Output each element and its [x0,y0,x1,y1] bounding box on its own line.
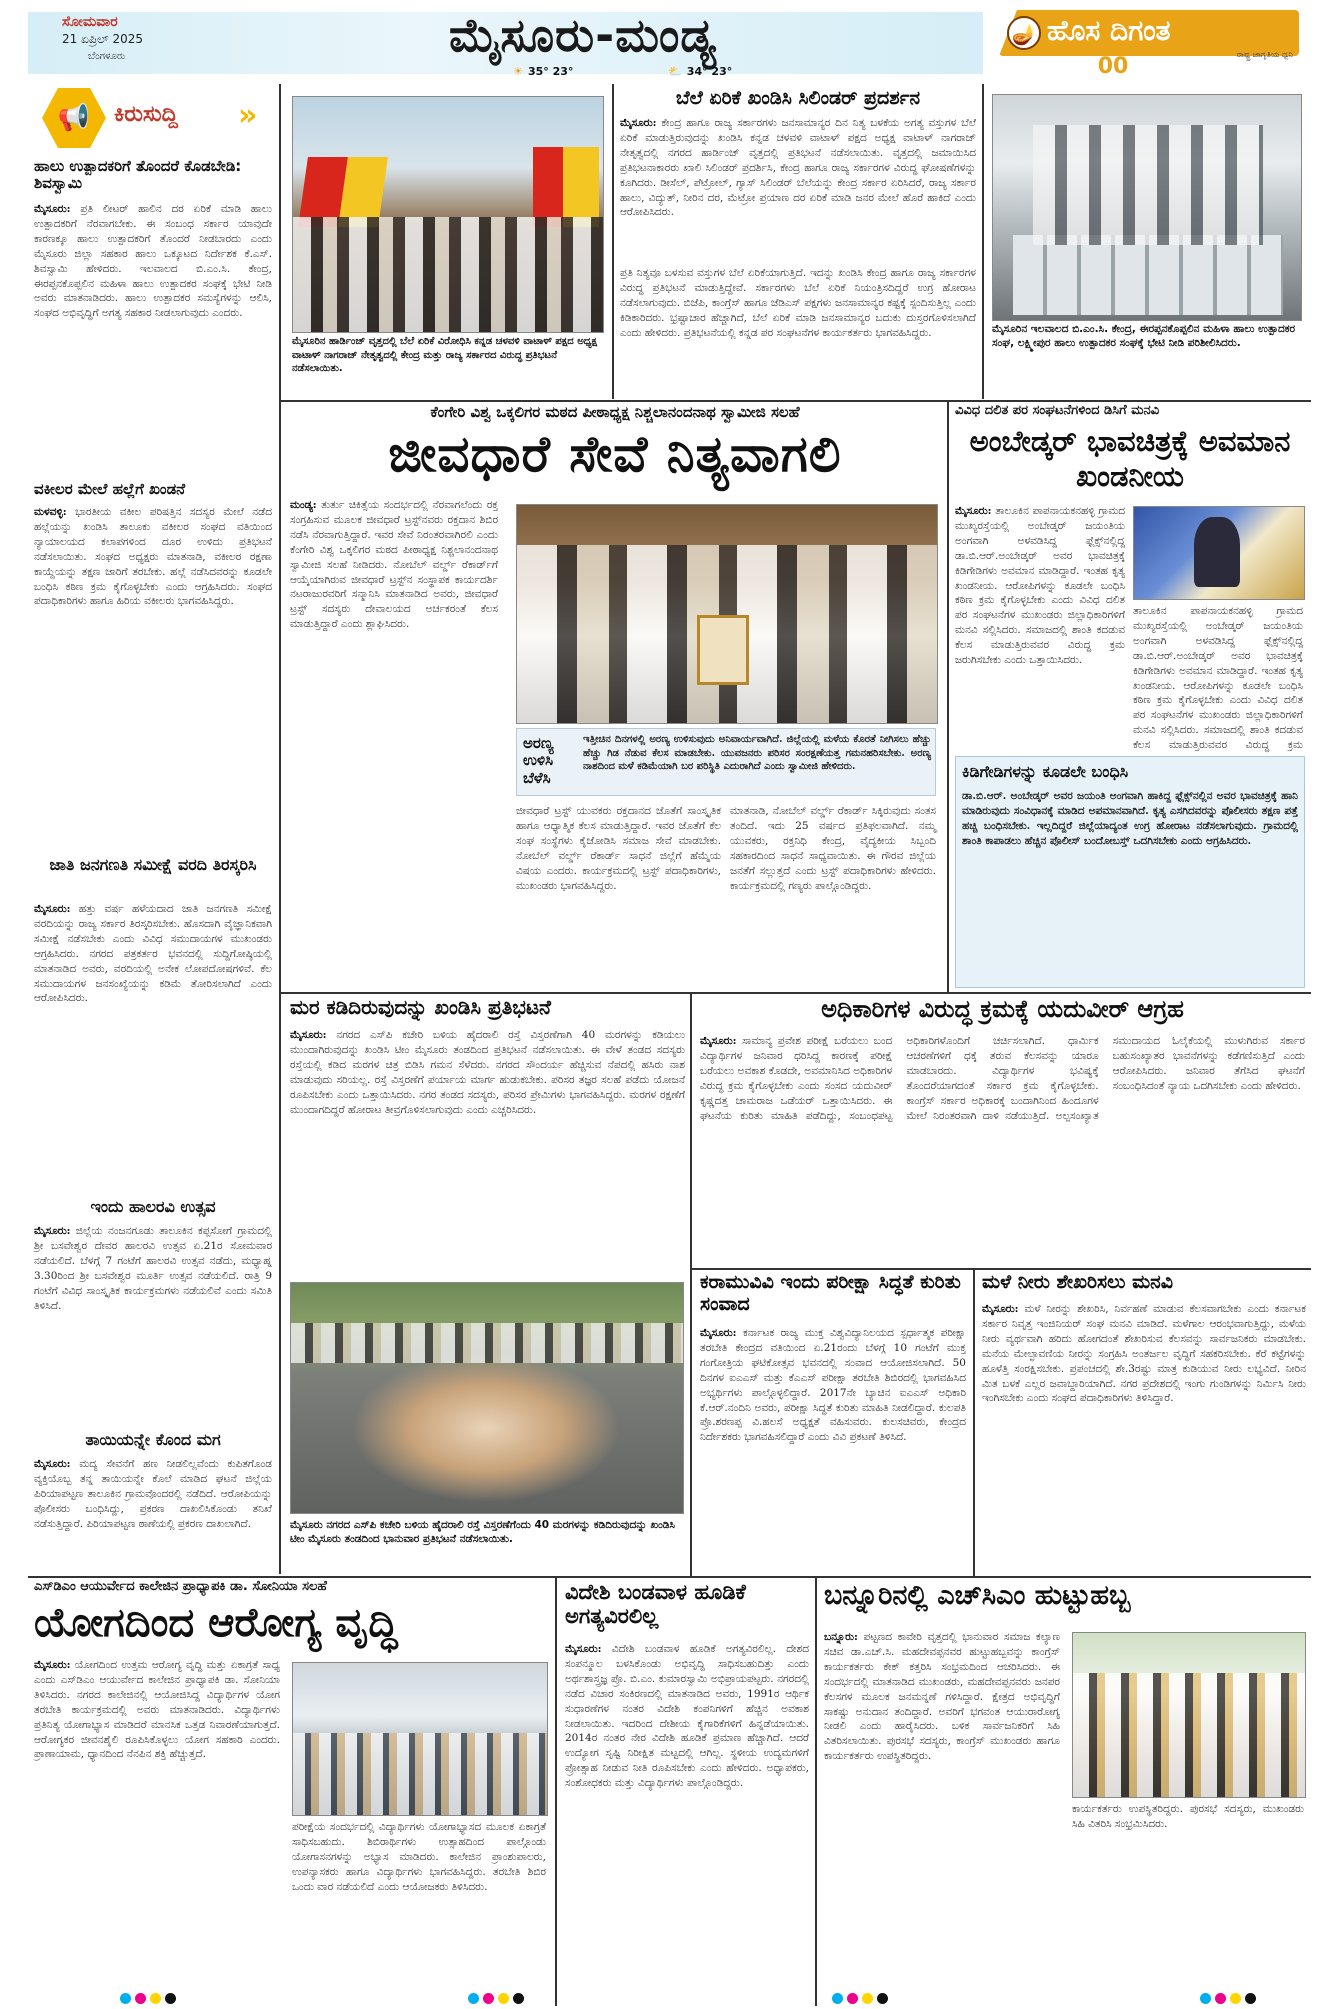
masthead [28,8,1311,80]
story-body-b: ಪ್ರತಿ ನಿತ್ಯವೂ ಬಳಸುವ ವಸ್ತುಗಳ ಬೆಲೆ ಏರಿಕೆಯಾಗುತ್ತಿದೆ. ಇದನ್ನು ಖಂಡಿಸಿ ಕೇಂದ್ರ ಹಾಗೂ ರಾಜ್ಯ ಸರ್ಕಾರಗಳ ವಿರುದ್ಧ ಪ್ರತಿಭಟನೆ ಮಾಡುತ್ತಿದ್ದೇವೆ. ಸರ್ಕಾರಗಳು ಬೆಲೆ ಏರಿಕೆ ನಿಯಂತ್ರಿಸದಿದ್ದರೆ ಉಗ್ರ ಹೋರಾಟ ನಡೆಸಲಾಗುವುದು. ಬಿಜೆಪಿ, ಕಾಂಗ್ರೆಸ್ ಹಾಗೂ ಜೆಡಿಎಸ್ ಪಕ್ಷಗಳು ಜನಸಾಮಾನ್ಯರ ಕಷ್ಟಕ್ಕೆ ಸ್ಪಂದಿಸುತ್ತಿಲ್ಲ ಎಂದು ಕಿಡಿಕಾರಿದರು. ಭ್ರಷ್ಟಾಚಾರ ಹೆಚ್ಚಾಗಿದೆ, ಬೆಲೆ ಏರಿಕೆ ಮಾಡಿ ಜನಸಾಮಾನ್ಯರ ಬದುಕು ದುಸ್ತರಗೊಳಿಸಲಾಗಿದೆ ಎಂದು ಹೇಳಿದರು. ಪ್ರತಿಭಟನೆಯಲ್ಲಿ ಕನ್ನಡ ಪರ ಸಂಘಟನೆಗಳ ಕಾರ್ಯಕರ್ತರು ಭಾಗವಹಿಸಿದ್ದರು. [620,267,976,339]
reg-marks-right-center [832,1993,888,2004]
photo-caption: ಕಾರ್ಯಕರ್ತರು ಉಪಸ್ಥಿತರಿದ್ದರು. ಪುರಸಭೆ ಸದಸ್ಯರು, ಮುಖಂಡರು ಸಿಹಿ ವಿತರಿಸಿ ಸಂಭ್ರಮಿಸಿದರು. [1072,1803,1304,1830]
divider-sidebar [279,84,281,1574]
sidebar [34,86,272,1574]
divider-row2 [279,992,1311,994]
dateline: ಮಂಡ್ಯ: [290,499,317,511]
brief-text: ಹತ್ತು ವರ್ಷ ಹಳೆಯದಾದ ಜಾತಿ ಜನಗಣತಿ ಸಮೀಕ್ಷೆ ವರದಿಯನ್ನು ರಾಜ್ಯ ಸರ್ಕಾರ ತಿರಸ್ಕರಿಸಬೇಕು. ಹೊಸದಾಗಿ ವೈಜ್ಞಾನಿಕವಾಗಿ ಸಮೀಕ್ಷೆ ನಡೆಸಬೇಕು ಎಂದು ವಿವಿಧ ಸಮುದಾಯಗಳ ಮುಖಂಡರು ಆಗ್ರಹಿಸಿದರು. ನಗರದ ಪತ್ರಕರ್ತರ ಭವನದಲ್ಲಿ ಸುದ್ದಿಗೋಷ್ಠಿಯಲ್ಲಿ ಮಾತನಾಡಿದ ಅವರು, ವರದಿಯಲ್ಲಿ ಅನೇಕ ಲೋಪದೋಷಗಳಿವೆ. ಕೆಲ ಸಮುದಾಯಗಳ ಜನಸಂಖ್ಯೆಯನ್ನು ಕಡಿಮೆ ತೋರಿಸಲಾಗಿದೆ ಎಂದು ಆರೋಪಿಸಿದರು. [34,903,272,1005]
lead-body-c: ಮಾತನಾಡಿ, ನೋಬೆಲ್ ವರ್ಲ್ಡ್ ರೆಕಾರ್ಡ್ ಸಿಕ್ಕಿರುವುದು ಸಂತಸ ತಂದಿದೆ. ಇದು 25 ವರ್ಷದ ಪ್ರತಿಫಲವಾಗಿದೆ. ನಮ್ಮ ಯುವಕರು, ರಕ್ತನಿಧಿ ಕೇಂದ್ರ, ವೈದ್ಯಕೀಯ ಸಿಬ್ಬಂದಿ ಸಹಕಾರದಿಂದ ಸಾಧನೆ ಸಾಧ್ಯವಾಯಿತು. ಈ ಗೌರವ ಜಿಲ್ಲೆಯ ಜನತೆಗೆ ಸಲ್ಲುತ್ತದೆ ಎಂದು ಟ್ರಸ್ಟ್ ಪದಾಧಿಕಾರಿಗಳು ಹೇಳಿದರು. ಕಾರ್ಯಕ್ರಮದಲ್ಲಿ ಗಣ್ಯರು ಪಾಲ್ಗೊಂಡಿದ್ದರು. [730,805,936,892]
dateline: ಮೈಸೂರು: [620,117,657,129]
price-rise-story [620,88,976,398]
lead-body-a [290,498,498,978]
dateline: ಮಳವಳ್ಳಿ: [34,506,67,518]
reg-dot [847,1993,858,2004]
dairy-photo-caption: ಮೈಸೂರಿನ ಇಲವಾಲದ ಬಿ.ಎಂ.ಸಿ. ಕೇಂದ್ರ, ಈರಪ್ಪನಕೊಪ್ಪಲಿನ ಮಹಿಳಾ ಹಾಲು ಉತ್ಪಾದಕರ ಸಂಘ, ಲಕ್ಷ್ಮೀಪುರ ಹಾಲು ಉತ್ಪಾದಕರ ಸಂಘಕ್ಕೆ ಭೇಟಿ ನೀಡಿ ಪರಿಶೀಲಿಸಿದರು. [992,323,1296,350]
chevrons-icon: » [238,98,258,133]
dairy-visit-photo [992,94,1302,321]
reg-dot [135,1993,146,2004]
story-body [700,1326,966,1566]
lamp-icon: 🪔 [1007,16,1041,50]
brief-title: ತಾಯಿಯನ್ನೇ ಕೊಂದ ಮಗ [85,1430,221,1449]
brief-title: ಹಾಲು ಉತ್ಪಾದಕರಿಗೆ ತೊಂದರೆ ಕೊಡಬೇಡಿ: ಶಿವಸ್ವಾಮಿ [34,157,242,193]
ambedkar-flex-photo [1133,506,1305,600]
dateline: ಮೈಸೂರು: [700,1327,737,1339]
kirusuddi-badge [42,88,264,148]
day-label: ಸೋಮವಾರ [62,14,118,30]
crowd [293,217,603,332]
reg-dot [498,1993,509,2004]
box-title: ಕಿಡಿಗೇಡಿಗಳನ್ನು ಕೂಡಲೇ ಬಂಧಿಸಿ [962,762,1129,781]
weather-left [513,60,603,76]
flag-yellow-2 [563,147,599,227]
story-title: ಮಳೆ ನೀರು ಶೇಖರಿಸಲು ಮನವಿ [982,1271,1173,1293]
story-body-a [620,116,976,262]
story-title: ಬನ್ನೂರಿನಲ್ಲಿ ಎಚ್‌ಸಿಎಂ ಹುಟ್ಟುಹಬ್ಬ [824,1580,1131,1611]
brief-text: ಪ್ರತಿ ಲೀಟರ್ ಹಾಲಿನ ದರ ಏರಿಕೆ ಮಾಡಿ ಹಾಲು ಉತ್ಪಾದಕರಿಗೆ ನೆರವಾಗಬೇಕು. ಈ ಸಂಬಂಧ ಸರ್ಕಾರ ಯಾವುದೇ ಕಾರಣಕ್ಕೂ ಹಾಲು ಉತ್ಪಾದಕರಿಗೆ ತೊಂದರೆ ನೀಡಬಾರದು ಎಂದು ಮೈಸೂರು ಜಿಲ್ಲಾ ಸಹಕಾರ ಹಾಲು ಒಕ್ಕೂಟದ ನಿರ್ದೇಶಕ ಕೆ.ಎಸ್. ಶಿವಸ್ವಾಮಿ ಹೇಳಿದರು. ಇಲವಾಲದ ಬಿ.ಎಂ.ಸಿ. ಕೇಂದ್ರ, ಈರಪ್ಪನಕೊಪ್ಪಲಿನ ಮಹಿಳಾ ಹಾಲು ಉತ್ಪಾದಕರ ಸಂಘಕ್ಕೆ ಭೇಟಿ ನೀಡಿ ಅವರು ಮಾತನಾಡಿದರು. ಹಾಲು ಉತ್ಪಾದಕರ ಸಮಸ್ಯೆಗಳನ್ನು ಆಲಿಸಿ, ಸಂಘದ ಅಭಿವೃದ್ಧಿಗೆ ಅಗತ್ಯ ಸಹಕಾರ ನೀಡಲಾಗುವುದು ಎಂದರು. [34,203,272,320]
story-title: ಯೋಗದಿಂದ ಆರೋಗ್ಯ ವೃದ್ಧಿ [34,1600,398,1646]
date-block [62,14,222,72]
dateline: ಮೈಸೂರು: [290,1029,327,1041]
brief-body [34,1224,272,1414]
story-text: ಯೋಗದಿಂದ ಉತ್ತಮ ಆರೋಗ್ಯ ವೃದ್ಧಿ ಮತ್ತು ಏಕಾಗ್ರತೆ ಸಾಧ್ಯ ಎಂದು ಎಸ್‌ಡಿಎಂ ಆಯುರ್ವೇದ ಕಾಲೇಜಿನ ಪ್ರಾಧ್ಯಾಪಕಿ ಡಾ. ಸೋನಿಯಾ ತಿಳಿಸಿದರು. ನಗರದ ಕಾಲೇಜಿನಲ್ಲಿ ಆಯೋಜಿಸಿದ್ದ ವಿದ್ಯಾರ್ಥಿಗಳ ಯೋಗ ತರಬೇತಿ ಕಾರ್ಯಕ್ರಮದಲ್ಲಿ ಅವರು ಮಾತನಾಡಿದರು. ವಿದ್ಯಾರ್ಥಿಗಳು ಪ್ರತಿನಿತ್ಯ ಯೋಗಾಭ್ಯಾಸ ಮಾಡಿದರೆ ಮಾನಸಿಕ ಒತ್ತಡ ನಿವಾರಣೆಯಾಗುತ್ತದೆ. ಆರೋಗ್ಯಕರ ಜೀವನಶೈಲಿ ರೂಪಿಸಿಕೊಳ್ಳಲು ಯೋಗ ಸಹಕಾರಿ ಎಂದರು. ಪ್ರಾಣಾಯಾಮ, ಧ್ಯಾನದಿಂದ ನೆನಪಿನ ಶಕ್ತಿ ಹೆಚ್ಚುತ್ತದೆ. [34,1659,280,1761]
divider-bottom-1 [555,1576,557,2006]
reg-dot [120,1993,131,2004]
page-title: ಮೈಸೂರು-ಮಂಡ್ಯ [449,8,717,62]
dateline: ಮೈಸೂರು: [34,1225,71,1237]
story-body [700,1034,1305,1256]
brief-3 [34,856,272,1186]
story-body [955,504,1125,752]
brief-body [34,1457,272,1569]
divider-row3 [690,1268,1311,1270]
group-people [1073,1673,1305,1797]
brief-body [34,202,272,467]
story-title: ಮರ ಕಡಿದಿರುವುದನ್ನು ಖಂಡಿಸಿ ಪ್ರತಿಭಟನೆ [290,995,551,1019]
story-text: ಕೇಂದ್ರ ಹಾಗೂ ರಾಜ್ಯ ಸರ್ಕಾರಗಳು ಜನಸಾಮಾನ್ಯರ ದಿನ ನಿತ್ಯ ಬಳಕೆಯ ಅಗತ್ಯ ವಸ್ತುಗಳ ಬೆಲೆ ಏರಿಕೆ ಮಾಡುತ್ತಿರುವುದನ್ನು ಖಂಡಿಸಿ ಕನ್ನಡ ಚಳವಳಿ ವಾಟಾಳ್ ಪಕ್ಷದ ಅಧ್ಯಕ್ಷ ವಾಟಾಳ್ ನಾಗರಾಜ್ ನೇತೃತ್ವದಲ್ಲಿ ನಗರದ ಹಾರ್ಡಿಂಜ್ ವೃತ್ತದಲ್ಲಿ ಪ್ರತಿಭಟನೆ ನಡೆಸಲಾಯಿತು. ವೃತ್ತದಲ್ಲಿ ಜಮಾಯಿಸಿದ ಪ್ರತಿಭಟನಾಕಾರರು ಖಾಲಿ ಸಿಲಿಂಡರ್ ಪ್ರದರ್ಶಿಸಿ, ಕೇಂದ್ರ ಹಾಗೂ ರಾಜ್ಯ ಸರ್ಕಾರಗಳ ವಿರುದ್ಧ ಘೋಷಣೆಗಳನ್ನು ಕೂಗಿದರು. ಡೀಸೆಲ್, ಪೆಟ್ರೋಲ್, ಗ್ಯಾಸ್ ಸಿಲಿಂಡರ್ ಬೆಲೆಯನ್ನು ಕೇಂದ್ರ ಸರ್ಕಾರ ಏರಿಸಿದರೆ, ರಾಜ್ಯ ಸರ್ಕಾರ ಹಾಲು, ವಿದ್ಯುತ್, ನೀರಿನ ದರ, ಮೆಟ್ರೋ ಪ್ರಯಾಣ ದರ ಏರಿಕೆ ಮಾಡಿ ಜನರ ಮೇಲೆ ಹೊರೆ ಹಾಕಿದೆ ಎಂದು ಆರೋಪಿಸಿದರು. [620,117,977,219]
story-text: ನಗರದ ಎಸ್‌ಪಿ ಕಚೇರಿ ಬಳಿಯ ಹೈದರಾಲಿ ರಸ್ತೆ ವಿಸ್ತರಣೆಗಾಗಿ 40 ಮರಗಳನ್ನು ಕಡಿಯಲು ಮುಂದಾಗಿರುವುದನ್ನು ಖಂಡಿಸಿ ಟೀಂ ಮೈಸೂರು ತಂಡದಿಂದ ಪ್ರತಿಭಟನೆ ನಡೆಸಲಾಯಿತು. ಈ ವೇಳೆ ತಂಡದ ಸದಸ್ಯರು ರಸ್ತೆಯಲ್ಲಿ ಕಡಿದ ಮರಗಳ ಚಿತ್ರ ಬಿಡಿಸಿ ಗಮನ ಸೆಳೆದರು. ನಗರದ ಸೌಂದರ್ಯ ಹೆಚ್ಚಿಸುವ ನೆಪದಲ್ಲಿ ಹಸಿರು ನಾಶ ಮಾಡುವುದು ಸರಿಯಲ್ಲ. ರಸ್ತೆ ವಿಸ್ತರಣೆಗೆ ಪರ್ಯಾಯ ಮಾರ್ಗ ಹುಡುಕಬೇಕು. ಪರಿಸರ ತಜ್ಞರ ಸಲಹೆ ಪಡೆದು ಯೋಜನೆ ರೂಪಿಸಬೇಕು ಎಂದು ಒತ್ತಾಯಿಸಿದರು. ನಗರ ತಂಡದ ಸದಸ್ಯರು, ಪರಿಸರ ಪ್ರೇಮಿಗಳು ಭಾಗವಹಿಸಿದ್ದರು. ಮರಗಳ ರಕ್ಷಣೆಗೆ ಮುಂದಾಗದಿದ್ದರೆ ಹೋರಾಟ ತೀವ್ರಗೊಳಿಸಲಾಗುವುದು ಎಂದು ಎಚ್ಚರಿಸಿದರು. [290,1029,685,1116]
story-title: ಅಧಿಕಾರಿಗಳ ವಿರುದ್ಧ ಕ್ರಮಕ್ಕೆ ಯದುವೀರ್ ಆಗ್ರಹ [821,995,1184,1023]
brief-5 [34,1431,272,1571]
date-label: 21 ಏಪ್ರಿಲ್ 2025 [62,32,144,46]
dateline: ಮೈಸೂರು: [34,203,71,215]
brief-title: ವಕೀಲರ ಮೇಲೆ ಹಲ್ಲೆಗೆ ಖಂಡನೆ [34,480,186,498]
lead-text: ತುರ್ತು ಚಿಕಿತ್ಸೆಯ ಸಂದರ್ಭದಲ್ಲಿ ನೆರವಾಗಲೆಂದು ರಕ್ತ ಸಂಗ್ರಹಿಸುವ ಮೂಲಕ ಜೀವಧಾರೆ ಟ್ರಸ್ಟ್‌ನವರು ರಕ್ತದಾನ ಶಿಬಿರ ನಡೆಸಿ ನೆರವಾಗುತ್ತಿದ್ದಾರೆ. ಇವರ ಸೇವೆ ನಿರಂತರವಾಗಿರಲಿ ಎಂದು ಕೆಂಗೇರಿ ವಿಶ್ವ ಒಕ್ಕಲಿಗರ ಮಠದ ಪೀಠಾಧ್ಯಕ್ಷ ನಿಶ್ಚಲಾನಂದನಾಥ ಸ್ವಾಮೀಜಿ ಸಲಹೆ ನೀಡಿದರು. ನೋಬೆಲ್ ವರ್ಲ್ಡ್ ರೆಕಾರ್ಡ್‌ಗೆ ಆಯ್ಕೆಯಾಗಿರುವ ಜೀವಧಾರೆ ಟ್ರಸ್ಟ್‌ನ ಸಂಸ್ಥಾಪಕ ಕಾರ್ಯದರ್ಶಿ ನಟರಾಜುರವರಿಗೆ ಸನ್ಮಾನಿಸಿ ಮಾತನಾಡಿದ ಅವರು, ಜೀವಧಾರೆ ಟ್ರಸ್ಟ್ ಸದಸ್ಯರು ದೇವಾಲಯದ ಅರ್ಚಕರಂತೆ ಕೆಲಸ ಮಾಡುತ್ತಿದ್ದಾರೆ ಎಂದು ಶ್ಲಾಘಿಸಿದರು. [290,499,499,631]
dateline: ಮೈಸೂರು: [34,1458,71,1470]
reg-dot [468,1993,479,2004]
story-body [290,1028,685,1258]
protest-photo-caption: ಮೈಸೂರಿನ ಹಾರ್ಡಿಂಜ್ ವೃತ್ತದಲ್ಲಿ ಬೆಲೆ ಏರಿಕೆ ವಿರೋಧಿಸಿ ಕನ್ನಡ ಚಳವಳಿ ವಾಟಾಳ್ ಪಕ್ಷದ ಅಧ್ಯಕ್ಷ ವಾಟಾಳ್ ನಾಗರಾಜ್ ನೇತೃತ್ವದಲ್ಲಿ ಕೇಂದ್ರ ಮತ್ತು ರಾಜ್ಯ ಸರ್ಕಾರದ ವಿರುದ್ಧ ಪ್ರತಿಭಟನೆ ನಡೆಸಲಾಯಿತು. [292,336,598,374]
story-title: ಬೆಲೆ ಏರಿಕೆ ಖಂಡಿಸಿ ಸಿಲಿಂಡರ್ ಪ್ರದರ್ಶನ [675,87,921,109]
tree-photo-caption: ಮೈಸೂರು ನಗರದ ಎಸ್‌ಪಿ ಕಚೇರಿ ಬಳಿಯ ಹೈದರಾಲಿ ರಸ್ತೆ ವಿಸ್ತರಣೆಗೆಂದು 40 ಮರಗಳನ್ನು ಕಡಿದಿರುವುದನ್ನು ಖಂಡಿಸಿ ಟೀಂ ಮೈಸೂರು ತಂಡದಿಂದ ಭಾನುವಾರ ಪ್ರತಿಭಟನೆ ನಡೆಸಲಾಯಿತು. [290,1519,675,1546]
protest-photo [292,96,604,333]
reg-dot [150,1993,161,2004]
forest-inset [516,728,936,796]
weather-right-temp: 34° 23° [686,65,733,78]
box-text: ಡಾ.ಬಿ.ಆರ್. ಅಂಬೇಡ್ಕರ್ ಅವರ ಜಯಂತಿ ಅಂಗವಾಗಿ ಹಾಕಿದ್ದ ಫ್ಲೆಕ್ಸ್‌ನಲ್ಲಿನ ಅವರ ಭಾವಚಿತ್ರಕ್ಕೆ ಹಾನಿ ಮಾಡಿರುವುದು ಸಂವಿಧಾನಕ್ಕೆ ಮಾಡಿದ ಅಪಮಾನವಾಗಿದೆ. ಕೃತ್ಯ ಎಸಗಿದವರನ್ನು ಪೊಲೀಸರು ತಕ್ಷಣ ಪತ್ತೆ ಹಚ್ಚಿ ಬಂಧಿಸಬೇಕು. ಇಲ್ಲದಿದ್ದರೆ ಜಿಲ್ಲೆಯಾದ್ಯಂತ ಉಗ್ರ ಹೋರಾಟ ನಡೆಸಲಾಗುವುದು. ಗ್ರಾಮದಲ್ಲಿ ಶಾಂತಿ ಕಾಪಾಡಲು ಹೆಚ್ಚಿನ ಪೊಲೀಸ್ ಬಂದೋಬಸ್ತ್ ಒದಗಿಸಬೇಕು ಎಂದು ಆಗ್ರಹಿಸಿದರು. [962,790,1298,847]
reg-marks-center [468,1993,524,2004]
divider-row4 [28,1576,1311,1578]
dateline: ಮೈಸೂರು: [565,1643,602,1655]
brief-body [34,902,272,1182]
dateline: ಮೈಸೂರು: [700,1035,737,1047]
yoga-story [34,1580,549,2004]
badge-label: ಕಿರುಸುದ್ದಿ [114,102,178,127]
divider-bottom-2 [815,1576,817,2006]
brief-body [34,505,272,835]
reg-dot [483,1993,494,2004]
story-body-cont: ತಾಲೂಕಿನ ಪಾಪನಾಯಕನಹಳ್ಳಿ ಗ್ರಾಮದ ಮುಖ್ಯರಸ್ತೆಯಲ್ಲಿ ಅಂಬೇಡ್ಕರ್ ಜಯಂತಿಯ ಅಂಗವಾಗಿ ಅಳವಡಿಸಿದ್ದ ಫ್ಲೆಕ್ಸ್‌ನಲ್ಲಿದ್ದ ಡಾ.ಬಿ.ಆರ್.ಅಂಬೇಡ್ಕರ್ ಅವರ ಭಾವಚಿತ್ರಕ್ಕೆ ಕಿಡಿಗೇಡಿಗಳು ಅವಮಾನ ಮಾಡಿದ್ದಾರೆ. ಇಂತಹ ಕೃತ್ಯ ಖಂಡನೀಯ. ಆರೋಪಿಗಳನ್ನು ಕೂಡಲೇ ಬಂಧಿಸಿ ಕಠಿಣ ಕ್ರಮ ಕೈಗೊಳ್ಳಬೇಕು ಎಂದು ವಿವಿಧ ದಲಿತ ಪರ ಸಂಘಟನೆಗಳ ಮುಖಂಡರು ಜಿಲ್ಲಾಧಿಕಾರಿಗಳಿಗೆ ಮನವಿ ಸಲ್ಲಿಸಿದರು. ಸಮಾಜದಲ್ಲಿ ಶಾಂತಿ ಕದಡುವ ಕೆಲಸ ಮಾಡುತ್ತಿರುವವರ ವಿರುದ್ಧ ಕ್ರಮ [1133,605,1303,752]
trees-story [290,996,685,1574]
dateline: ಮೈಸೂರು: [955,505,992,517]
arrest-box [955,756,1305,988]
reg-dot [165,1993,176,2004]
reg-dot [1200,1993,1211,2004]
brief-text: ಮದ್ಯ ಸೇವನೆಗೆ ಹಣ ನೀಡಲಿಲ್ಲವೆಂದು ಕುಪಿತಗೊಂಡ ವ್ಯಕ್ತಿಯೊಬ್ಬ ತನ್ನ ತಾಯಿಯನ್ನೇ ಕೊಲೆ ಮಾಡಿದ ಘಟನೆ ಜಿಲ್ಲೆಯ ಪಿರಿಯಾಪಟ್ಟಣ ತಾಲೂಕಿನ ಗ್ರಾಮವೊಂದರಲ್ಲಿ ನಡೆದಿದೆ. ಆರೋಪಿಯನ್ನು ಪೊಲೀಸರು ಬಂಧಿಸಿದ್ದು, ಪ್ರಕರಣ ದಾಖಲಿಸಿಕೊಂಡು ತನಿಖೆ ನಡೆಸುತ್ತಿದ್ದಾರೆ. ಪಿರಿಯಾಪಟ್ಟಣ ಠಾಣೆಯಲ್ಲಿ ಪ್ರಕರಣ ದಾಖಲಾಗಿದೆ. [34,1458,272,1530]
sun-icon: ☀ [513,65,523,78]
brief-title: ಜಾತಿ ಜನಗಣತಿ ಸಮೀಕ್ಷೆ ವರದಿ ತಿರಸ್ಕರಿಸಿ [49,855,257,874]
weather-left-temp: 35° 23° [527,65,574,78]
brief-4 [34,1198,272,1418]
audience-rows [293,1733,547,1815]
story-text: ಪಟ್ಟಣದ ಕಾವೇರಿ ವೃತ್ತದಲ್ಲಿ ಭಾನುವಾರ ಸಮಾಜ ಕಲ್ಯಾಣ ಸಚಿವ ಡಾ.ಎಚ್.ಸಿ. ಮಹದೇವಪ್ಪನವರ ಹುಟ್ಟುಹಬ್ಬವನ್ನು ಕಾಂಗ್ರೆಸ್ ಕಾರ್ಯಕರ್ತರು ಕೇಕ್ ಕತ್ತರಿಸಿ ಸಂಭ್ರಮದಿಂದ ಆಚರಿಸಿದರು. ಈ ಸಂದರ್ಭದಲ್ಲಿ ಮಾತನಾಡಿದ ಮುಖಂಡರು, ಮಹದೇವಪ್ಪನವರು ಜನಪರ ಕೆಲಸಗಳ ಮೂಲಕ ಜನಮನ್ನಣೆ ಗಳಿಸಿದ್ದಾರೆ. ಕ್ಷೇತ್ರದ ಅಭಿವೃದ್ಧಿಗೆ ಸಾಕಷ್ಟು ಅನುದಾನ ತಂದಿದ್ದಾರೆ. ಅವರಿಗೆ ಭಗವಂತ ಆಯುರಾರೋಗ್ಯ ನೀಡಲಿ ಎಂದು ಹಾರೈಸಿದರು. ಬಳಿಕ ಸಾರ್ವಜನಿಕರಿಗೆ ಸಿಹಿ ವಿತರಿಸಲಾಯಿತು. ಪುರಸಭೆ ಸದಸ್ಯರು, ಕಾಂಗ್ರೆಸ್ ಮುಖಂಡರು ಹಾಗೂ ಕಾರ್ಯಕರ್ತರು ಉಪಸ್ಥಿತರಿದ್ದರು. [824,1631,1061,1763]
portrait [1194,517,1240,587]
tree-protest-photo [290,1282,684,1514]
reg-dot [1215,1993,1226,2004]
lead-story [290,404,940,990]
ambedkar-story [955,404,1305,990]
edition-city: ಬೆಂಗಳೂರು [88,51,126,62]
rain-story [982,1272,1306,1572]
dateline: ಬನ್ನೂರು: [824,1631,858,1643]
protesters [291,1323,683,1363]
dateline: ಮೈಸೂರು: [34,1659,71,1671]
story-body [982,1302,1306,1566]
story-text: ಸಾಮಾನ್ಯ ಪ್ರವೇಶ ಪರೀಕ್ಷೆ ಬರೆಯಲು ಬಂದ ವಿದ್ಯಾರ್ಥಿಗಳ ಜನಿವಾರ ಧರಿಸಿದ್ದ ಕಾರಣಕ್ಕೆ ಪರೀಕ್ಷೆ ಬರೆಯಲು ಅವಕಾಶ ಕೊಡದೇ, ಅವಮಾನಿಸಿದ ಅಧಿಕಾರಿಗಳ ವಿರುದ್ಧ ಕ್ರಮ ಕೈಗೊಳ್ಳಬೇಕು ಎಂದು ಸಂಸದ ಯದುವೀರ್ ಕೃಷ್ಣದತ್ತ ಚಾಮರಾಜ ಒಡೆಯರ್ ಒತ್ತಾಯಿಸಿದರು. ಈ ಘಟನೆಯ ಕುರಿತು ಮಾಹಿತಿ ಪಡೆದಿದ್ದು, ಸಂಬಂಧಪಟ್ಟ ಅಧಿಕಾರಿಗಳೊಂದಿಗೆ ಚರ್ಚಿಸಲಾಗಿದೆ. ಧಾರ್ಮಿಕ ಆಚರಣೆಗಳಿಗೆ ಧಕ್ಕೆ ತರುವ ಕೆಲಸವನ್ನು ಯಾರೂ ಮಾಡಬಾರದು. ವಿದ್ಯಾರ್ಥಿಗಳ ಭವಿಷ್ಯಕ್ಕೆ ತೊಂದರೆಯಾಗದಂತೆ ಸರ್ಕಾರ ಕ್ರಮ ಕೈಗೊಳ್ಳಬೇಕು. ಕಾಂಗ್ರೆಸ್ ಸರ್ಕಾರ ಅಧಿಕಾರಕ್ಕೆ ಬಂದಾಗಿನಿಂದ ಹಿಂದೂಗಳ ಮೇಲೆ ನಿರಂತರವಾಗಿ ದಾಳಿ ನಡೆಯುತ್ತಿದೆ. ಅಲ್ಪಸಂಖ್ಯಾತ ಸಮುದಾಯದ ಓಲೈಕೆಯಲ್ಲಿ ಮುಳುಗಿರುವ ಸರ್ಕಾರ ಬಹುಸಂಖ್ಯಾತರ ಭಾವನೆಗಳನ್ನು ಕಡೆಗಣಿಸುತ್ತಿದೆ ಎಂದು ಆರೋಪಿಸಿದರು. ಜನಿವಾರ ತೆಗೆಸಿದ ಘಟನೆಗೆ ಸಂಬಂಧಿಸಿದಂತೆ ನ್ಯಾಯ ಒದಗಿಸಬೇಕು ಎಂದು ಹೇಳಿದರು. [700,1035,1305,1122]
inset-label: ಅರಣ್ಯ ಉಳಿಸಿ ಬೆಳೆಸಿ [523,734,554,787]
weather-right [668,60,758,76]
divider-mid [690,992,692,1576]
felicitation-photo [516,504,938,724]
story-kicker: ವಿವಿಧ ದಲಿತ ಪರ ಸಂಘಟನೆಗಳಿಂದ ಡಿಸಿಗೆ ಮನವಿ [955,403,1160,418]
divider-lead-right [947,400,949,992]
birthday-photo [1072,1632,1306,1798]
foreign-story [565,1580,809,2004]
story-title: ಅಂಬೇಡ್ಕರ್ ಭಾವಚಿತ್ರಕ್ಕೆ ಅವಮಾನ ಖಂಡನೀಯ [969,424,1291,493]
award-frame [697,615,749,685]
lead-body-b: ಜೀವಧಾರೆ ಟ್ರಸ್ಟ್ ಯುವಕರು ರಕ್ತದಾನದ ಜೊತೆಗೆ ಸಾಂಸ್ಕೃತಿಕ ಹಾಗೂ ಆಧ್ಯಾತ್ಮಿಕ ಕೆಲಸ ಮಾಡುತ್ತಿದ್ದಾರೆ. ಇವರ ಜೊತೆಗೆ ಕೆಲ ಸಂಘ ಸಂಸ್ಥೆಗಳು ಕೈಜೋಡಿಸಿ ಸಮಾಜ ಸೇವೆ ಮಾಡಬೇಕು. ನೋಬೆಲ್ ವರ್ಲ್ಡ್ ರೆಕಾರ್ಡ್ ಸಾಧನೆ ಜಿಲ್ಲೆಗೆ ಹೆಮ್ಮೆಯ ವಿಷಯ ಎಂದರು. ಕಾರ್ಯಕ್ರಮದಲ್ಲಿ ಟ್ರಸ್ಟ್ ಪದಾಧಿಕಾರಿಗಳು, ಮುಖಂಡರು ಭಾಗವಹಿಸಿದ್ದರು. [516,805,721,892]
story-title: ಕರಾಮುವಿವಿ ಇಂದು ಪರೀಕ್ಷಾ ಸಿದ್ಧತೆ ಕುರಿತು ಸಂವಾದ [700,1271,961,1315]
story-text: ವಿದೇಶಿ ಬಂಡವಾಳ ಹೂಡಿಕೆ ಅಗತ್ಯವಿರಲಿಲ್ಲ. ದೇಶದ ಸಂಪನ್ಮೂಲ ಬಳಸಿಕೊಂಡು ಅಭಿವೃದ್ಧಿ ಸಾಧಿಸಬಹುದಿತ್ತು ಎಂದು ಅರ್ಥಶಾಸ್ತ್ರಜ್ಞ ಪ್ರೊ. ಬಿ.ಎಂ. ಕುಮಾರಸ್ವಾಮಿ ಅಭಿಪ್ರಾಯಪಟ್ಟರು. ನಗರದಲ್ಲಿ ನಡೆದ ವಿಚಾರ ಸಂಕಿರಣದಲ್ಲಿ ಮಾತನಾಡಿದ ಅವರು, 1991ರ ಆರ್ಥಿಕ ಸುಧಾರಣೆಗಳ ನಂತರ ವಿದೇಶಿ ಕಂಪನಿಗಳಿಗೆ ಹೆಚ್ಚಿನ ಅವಕಾಶ ನೀಡಲಾಯಿತು. ಇದರಿಂದ ದೇಶೀಯ ಕೈಗಾರಿಕೆಗಳಿಗೆ ಹಿನ್ನಡೆಯಾಯಿತು. 2014ರ ನಂತರ ನೇರ ವಿದೇಶಿ ಹೂಡಿಕೆ ಪ್ರಮಾಣ ಹೆಚ್ಚಾಗಿದೆ. ಆದರೆ ಉದ್ಯೋಗ ಸೃಷ್ಟಿ ನಿರೀಕ್ಷಿತ ಮಟ್ಟದಲ್ಲಿ ಆಗಿಲ್ಲ. ಸ್ಥಳೀಯ ಉದ್ಯಮಗಳಿಗೆ ಪ್ರೋತ್ಸಾಹ ನೀಡುವ ನೀತಿ ರೂಪಿಸಬೇಕು ಎಂದು ಹೇಳಿದರು. ಅಧ್ಯಾಪಕರು, ಸಂಶೋಧಕರು ಮತ್ತು ವಿದ್ಯಾರ್ಥಿಗಳು ಪಾಲ್ಗೊಂಡಿದ್ದರು. [565,1643,809,1790]
brief-text: ಜಿಲ್ಲೆಯ ನಂಜನಗೂಡು ತಾಲೂಕಿನ ಕಪ್ಪಸೋಗೆ ಗ್ರಾಮದಲ್ಲಿ ಶ್ರೀ ಬಸವೇಶ್ವರ ದೇವರ ಹಾಲರವಿ ಉತ್ಸವ ಏ.21ರ ಸೋಮವಾರ ನಡೆಯಲಿದೆ. ಬೆಳಗ್ಗೆ 7 ಗಂಟೆಗೆ ಹಾಲರವಿ ಉತ್ಸವ ನಡೆದು, ಮಧ್ಯಾಹ್ನ 3.30ರಿಂದ ಶ್ರೀ ಬಸವೇಶ್ವರ ಮೂರ್ತಿ ಉತ್ಸವ ನಡೆಯಲಿದೆ. ರಾತ್ರಿ 9 ಗಂಟೆಗೆ ವಿವಿಧ ಸಾಂಸ್ಕೃತಿಕ ಕಾರ್ಯಕ್ರಮಗಳು ನಡೆಯಲಿವೆ ಎಂದು ಸಮಿತಿ ತಿಳಿಸಿದೆ. [34,1225,272,1312]
divider-top-photo [612,84,614,399]
milk-cans [1013,235,1283,315]
inset-text: ಇತ್ತೀಚಿನ ದಿನಗಳಲ್ಲಿ ಅರಣ್ಯ ಉಳಿಸುವುದು ಅನಿವಾರ್ಯವಾಗಿದೆ. ಜಿಲ್ಲೆಯಲ್ಲಿ ಮಳೆಯ ಕೊರತೆ ನೀಗಿಸಲು ಹೆಚ್ಚು ಹೆಚ್ಚು ಗಿಡ ನೆಡುವ ಕೆಲಸ ಮಾಡಬೇಕು. ಯುವಜನರು ಪರಿಸರ ಸಂರಕ್ಷಣೆಯತ್ತ ಗಮನಹರಿಸಬೇಕು. ಅರಣ್ಯ ನಾಶದಿಂದ ಮಳೆ ಕಡಿಮೆಯಾಗಿ ಬರ ಪರಿಸ್ಥಿತಿ ಎದುರಾಗಿದೆ ಎಂದು ಸ್ವಾಮೀಜಿ ಹೇಳಿದರು. [583,734,931,772]
story-text: ತಾಲೂಕಿನ ಪಾಪನಾಯಕನಹಳ್ಳಿ ಗ್ರಾಮದ ಮುಖ್ಯರಸ್ತೆಯಲ್ಲಿ ಅಂಬೇಡ್ಕರ್ ಜಯಂತಿಯ ಅಂಗವಾಗಿ ಅಳವಡಿಸಿದ್ದ ಫ್ಲೆಕ್ಸ್‌ನಲ್ಲಿದ್ದ ಡಾ.ಬಿ.ಆರ್.ಅಂಬೇಡ್ಕರ್ ಅವರ ಭಾವಚಿತ್ರಕ್ಕೆ ಕಿಡಿಗೇಡಿಗಳು ಅವಮಾನ ಮಾಡಿದ್ದಾರೆ. ಇಂತಹ ಕೃತ್ಯ ಖಂಡನೀಯ. ಆರೋಪಿಗಳನ್ನು ಕೂಡಲೇ ಬಂಧಿಸಿ ಕಠಿಣ ಕ್ರಮ ಕೈಗೊಳ್ಳಬೇಕು ಎಂದು ವಿವಿಧ ದಲಿತ ಪರ ಸಂಘಟನೆಗಳ ಮುಖಂಡರು ಜಿಲ್ಲಾಧಿಕಾರಿಗಳಿಗೆ ಮನವಿ ಸಲ್ಲಿಸಿದರು. ಸಮಾಜದಲ್ಲಿ ಶಾಂತಿ ಕದಡುವ ಕೆಲಸ ಮಾಡುತ್ತಿರುವವರ ವಿರುದ್ಧ ಕ್ರಮ ಜರುಗಿಸಬೇಕು ಎಂದು ಒತ್ತಾಯಿಸಿದರು. [955,505,1126,667]
lead-title: ಜೀವಧಾರೆ ಸೇವೆ ನಿತ್ಯವಾಗಲಿ [388,425,842,483]
paper-logo [983,8,1311,78]
lead-kicker: ಕೆಂಗೇರಿ ವಿಶ್ವ ಒಕ್ಕಲಿಗರ ಮಠದ ಪೀಠಾಧ್ಯಕ್ಷ ನಿಶ್ಚಲಾನಂದನಾಥ ಸ್ವಾಮೀಜಿ ಸಲಹೆ [430,403,800,421]
dateline: ಮೈಸೂರು: [34,903,71,915]
dateline: ಮೈಸೂರು: [982,1303,1019,1315]
reg-dot [877,1993,888,2004]
reg-dot [513,1993,524,2004]
yaduveer-story [700,996,1305,1264]
megaphone-icon: 📢 [57,103,91,133]
story-title: ವಿದೇಶಿ ಬಂಡವಾಳ ಹೂಡಿಕೆ ಅಗತ್ಯವಿರಲಿಲ್ಲ [565,1580,746,1629]
brief-2 [34,481,272,841]
story-text: ಕರ್ನಾಟಕ ರಾಜ್ಯ ಮುಕ್ತ ವಿಶ್ವವಿದ್ಯಾನಿಲಯದ ಸ್ಪರ್ಧಾತ್ಮಕ ಪರೀಕ್ಷಾ ತರಬೇತಿ ಕೇಂದ್ರದ ವತಿಯಿಂದ ಏ.21ರಂದು ಬೆಳಗ್ಗೆ 10 ಗಂಟೆಗೆ ಮುಕ್ತ ಗಂಗೋತ್ರಿಯ ಘಟಿಕೋತ್ಸವ ಭವನದಲ್ಲಿ ಸಂವಾದ ಆಯೋಜಿಸಲಾಗಿದೆ. 50 ದಿನಗಳ ಐಎಎಸ್ ಮತ್ತು ಕೆಎಎಸ್ ಪರೀಕ್ಷಾ ತರಬೇತಿ ಶಿಬಿರದಲ್ಲಿ ಭಾಗವಹಿಸಿದ ಅಭ್ಯರ್ಥಿಗಳು ಪಾಲ್ಗೊಳ್ಳಲಿದ್ದಾರೆ. 2017ನೇ ಬ್ಯಾಚಿನ ಐಎಎಸ್ ಅಧಿಕಾರಿ ಕೆ.ಆರ್.ನಂದಿನಿ ಅವರು, ಪರೀಕ್ಷಾ ಸಿದ್ಧತೆ ಕುರಿತು ಮಾಹಿತಿ ನೀಡಲಿದ್ದಾರೆ. ಕುಲಪತಿ ಪ್ರೊ.ಶರಣಪ್ಪ ವಿ.ಹಲಸೆ ಅಧ್ಯಕ್ಷತೆ ವಹಿಸುವರು. ಕುಲಸಚಿವರು, ಕೇಂದ್ರದ ನಿರ್ದೇಶಕರು ಭಾಗವಹಿಸಲಿದ್ದಾರೆ ಎಂದು ವಿವಿ ಪ್ರಕಟಣೆ ತಿಳಿಸಿದೆ. [700,1327,966,1444]
brief-title: ಇಂದು ಹಾಲರವಿ ಉತ್ಸವ [90,1197,216,1216]
story-body [824,1630,1060,2002]
bannur-story [824,1580,1306,2004]
reg-marks-left [120,1993,176,2004]
exam-story [700,1272,966,1572]
paper-tagline: ರಾಷ್ಟ್ರ ಜಾಗೃತಿಯ ಧ್ವನಿ [1236,50,1293,59]
story-body [565,1642,809,1998]
reg-dot [862,1993,873,2004]
paper-name: ಹೊಸ ದಿಗಂತ [1047,14,1171,47]
yoga-class-photo [292,1662,548,1816]
people-group [1033,125,1263,245]
reg-dot [832,1993,843,2004]
divider-row1 [279,400,1311,402]
sun-cloud-icon: ⛅ [668,65,682,78]
divider-top-right [982,84,984,399]
page-number: 00 [1097,54,1129,79]
story-kicker: ಎಸ್‌ಡಿಎಂ ಆಯುರ್ವೇದ ಕಾಲೇಜಿನ ಪ್ರಾಧ್ಯಾಪಕಿ ಡಾ. ಸೋನಿಯಾ ಸಲಹೆ [34,1579,327,1594]
divider-exam-rain [973,1268,975,1576]
story-body-b: ಪರೀಕ್ಷೆಯ ಸಂದರ್ಭದಲ್ಲಿ ವಿದ್ಯಾರ್ಥಿಗಳು ಯೋಗಾಭ್ಯಾಸದ ಮೂಲಕ ಏಕಾಗ್ರತೆ ಸಾಧಿಸಬಹುದು. ಶಿಬಿರಾರ್ಥಿಗಳು ಉತ್ಸಾಹದಿಂದ ಪಾಲ್ಗೊಂಡು ಯೋಗಾಸನಗಳನ್ನು ಅಭ್ಯಾಸ ಮಾಡಿದರು. ಕಾಲೇಜಿನ ಪ್ರಾಂಶುಪಾಲರು, ಉಪನ್ಯಾಸಕರು ಹಾಗೂ ವಿದ್ಯಾರ್ಥಿಗಳು ಭಾಗವಹಿಸಿದ್ದರು. ತರಬೇತಿ ಶಿಬಿರ ಒಂದು ವಾರ ನಡೆಯಲಿದೆ ಎಂದು ಆಯೋಜಕರು ತಿಳಿಸಿದರು. [292,1821,546,1893]
reg-marks-right [1200,1993,1256,2004]
story-body-a [34,1658,280,2002]
brief-1 [34,158,272,470]
brief-text: ಭಾರತೀಯ ವಕೀಲ ಪರಿಷತ್ತಿನ ಸದಸ್ಯರ ಮೇಲೆ ನಡೆದ ಹಲ್ಲೆಯನ್ನು ಖಂಡಿಸಿ ತಾಲೂಕು ವಕೀಲರ ಸಂಘದ ವತಿಯಿಂದ ನ್ಯಾಯಾಲಯದ ಕಲಾಪಗಳಿಂದ ದೂರ ಉಳಿದು ಪ್ರತಿಭಟನೆ ನಡೆಸಲಾಯಿತು. ಸಂಘದ ಅಧ್ಯಕ್ಷರು ಮಾತನಾಡಿ, ವಕೀಲರ ರಕ್ಷಣಾ ಕಾಯ್ದೆಯನ್ನು ತಕ್ಷಣ ಜಾರಿಗೆ ತರಬೇಕು. ಹಲ್ಲೆ ನಡೆಸಿದವರನ್ನು ಕೂಡಲೇ ಬಂಧಿಸಿ ಕಠಿಣ ಕ್ರಮ ಕೈಗೊಳ್ಳಬೇಕು ಎಂದು ಆಗ್ರಹಿಸಿದರು. ಸಂಘದ ಪದಾಧಿಕಾರಿಗಳು ಹಾಗೂ ಹಿರಿಯ ವಕೀಲರು ಭಾಗವಹಿಸಿದ್ದರು. [34,506,272,608]
road-drawing [351,1353,621,1503]
reg-dot [1230,1993,1241,2004]
story-text: ಮಳೆ ನೀರನ್ನು ಶೇಖರಿಸಿ, ನಿರ್ವಹಣೆ ಮಾಡುವ ಕೆಲಸವಾಗಬೇಕು ಎಂದು ಕರ್ನಾಟಕ ಸರ್ಕಾರ ನಿವೃತ್ತ ಇಂಜಿನಿಯರ್ ಸಂಘ ಮನವಿ ಮಾಡಿದೆ. ಮಳೆಗಾಲ ಆರಂಭವಾಗುತ್ತಿದ್ದು, ಮಳೆಯ ನೀರು ವ್ಯರ್ಥವಾಗಿ ಹರಿದು ಹೋಗದಂತೆ ಶೇಖರಿಸುವ ಕೆಲಸವನ್ನು ಸಾರ್ವಜನಿಕರು ಮಾಡಬೇಕು. ಮನೆಯ ಮೇಲ್ಛಾವಣಿಯ ನೀರನ್ನು ಸಂಗ್ರಹಿಸಿ ಅಂತರ್ಜಲ ವೃದ್ಧಿಗೆ ಸಹಕರಿಸಬೇಕು. ಕೆರೆ ಕಟ್ಟೆಗಳನ್ನು ಹೂಳೆತ್ತಿ ಸಂರಕ್ಷಿಸಬೇಕು. ಪ್ರಪಂಚದಲ್ಲಿ ಶೇ.3ರಷ್ಟು ಮಾತ್ರ ಕುಡಿಯುವ ನೀರು ಲಭ್ಯವಿದೆ. ನೀರಿನ ಮಿತ ಬಳಕೆ ಎಲ್ಲರ ಜವಾಬ್ದಾರಿಯಾಗಿದೆ. ನಗರ ಪ್ರದೇಶದಲ್ಲಿ ಇಂಗು ಗುಂಡಿಗಳನ್ನು ನಿರ್ಮಿಸಿ ನೀರು ಇಂಗಿಸಬೇಕು ಎಂದು ಸಂಘದ ಪದಾಧಿಕಾರಿಗಳು ತಿಳಿಸಿದ್ದಾರೆ. [982,1303,1306,1405]
reg-dot [1245,1993,1256,2004]
